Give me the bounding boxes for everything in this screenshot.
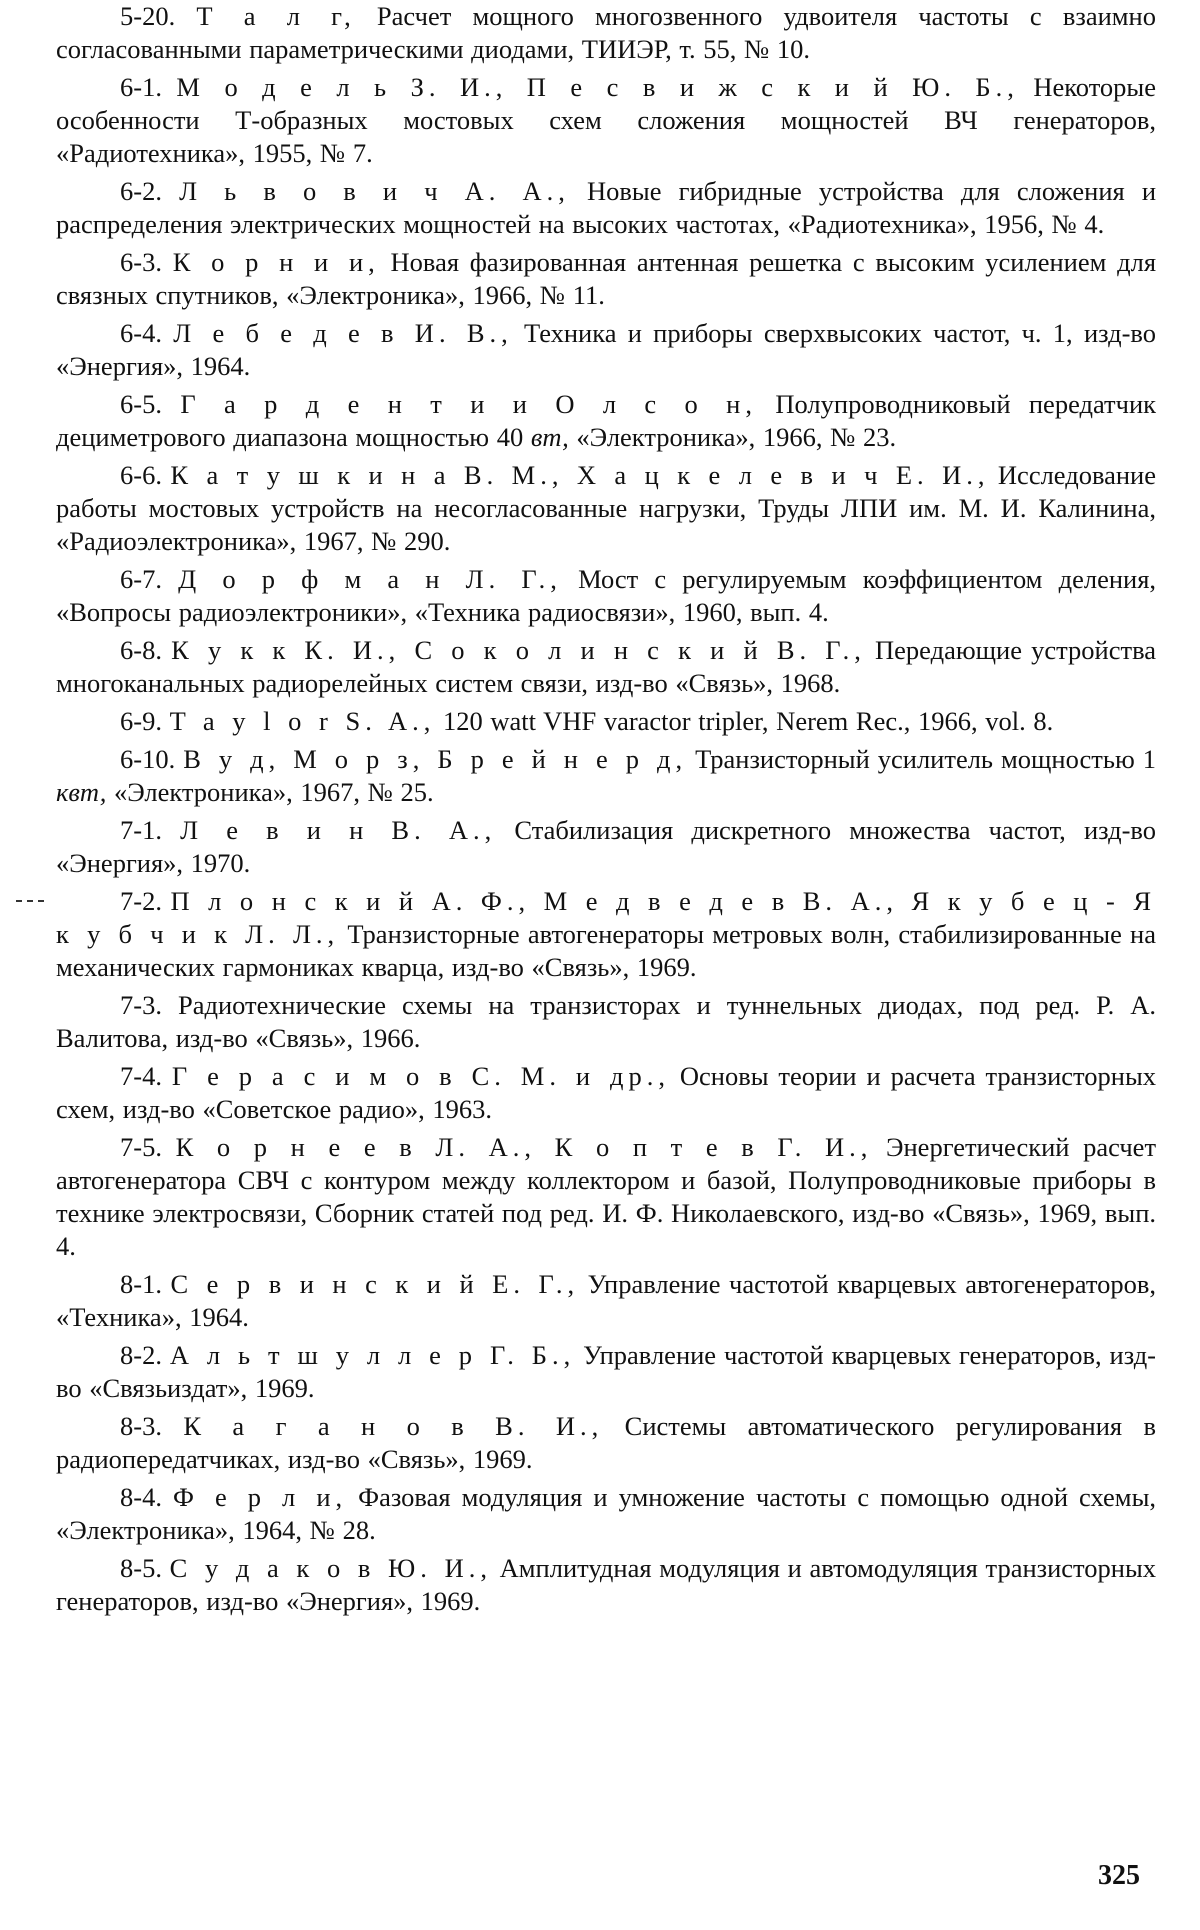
reference-text: Транзисторный усилитель мощностью 1 [695,744,1156,774]
reference-text: Некоторые особенности Т-образных мостовых схем сложения мощностей ВЧ генераторов, «Радиотехника», 1955, № 7. [56,72,1157,168]
reference-text: Системы автоматического регулирования в радиопередатчиках, изд-во «Связь», 1969. [56,1411,1157,1474]
reference-text: Передающие устройства многоканальных радиорелейных систем связи, изд-во «Связь», 1968. [56,635,1157,698]
reference-item [56,0,1156,66]
reference-author: Л е б е д е в И. В., [173,318,513,348]
reference-item [56,246,1156,312]
reference-text: Стабилизация дискретного множества частот, изд-во «Энергия», 1970. [56,815,1157,878]
reference-item [56,885,1156,984]
reference-author: Л е в и н В. А., [180,815,497,845]
reference-number: 5-20. [120,1,176,31]
reference-item [56,1060,1156,1126]
reference-item [56,563,1156,629]
reference-author: К о р н е е в Л. А., К о п т е в Г. И., [175,1132,873,1162]
reference-number: 8-3. [120,1411,162,1441]
reference-item [56,1410,1156,1476]
reference-item [56,71,1156,170]
reference-author: Г е р а с и м о в С. М. и др., [171,1061,670,1091]
reference-author: Г а р д е н т и и О л с о н, [180,389,757,419]
reference-number: 7-1. [120,815,162,845]
reference-author: С е р в и н с к и й Е. Г., [170,1269,580,1299]
reference-item [56,1481,1156,1547]
reference-text: Полупроводниковый передатчик дециметрового диапазона мощностью 40 [56,389,1157,452]
reference-author: Д о р ф м а н Л. Г., [178,564,562,594]
reference-text: Новые гибридные устройства для сложения и распределения электрических мощностей на высоких частотах, «Радиотехника», 1956, № 4. [56,176,1156,239]
reference-number: 6-8. [120,635,162,665]
reference-item [56,317,1156,383]
reference-author: К а г а н о в В. И., [183,1411,604,1441]
reference-text: Основы теории и расчета транзисторных схем, изд-во «Советское радио», 1963. [56,1061,1156,1124]
reference-item [56,1552,1156,1618]
reference-number: 6-2. [120,176,162,206]
page-body [56,0,1156,1623]
reference-item [56,814,1156,880]
reference-item [56,705,1156,738]
reference-number: 6-3. [120,247,162,277]
reference-author: П л о н с к и й А. Ф., М е д в е д е в В. А., Я к у б е ц - Я к у б ч и к Л. Л., [56,886,1157,949]
reference-unit: квт, [56,777,107,807]
reference-item [56,1339,1156,1405]
reference-author: В у д, М о р з, Б р е й н е р д, [183,744,688,774]
reference-text: Энергетический расчет автогенератора СВЧ с контуром между коллектором и базой, Полупроводниковые приборы в технике электросвязи, Сборник статей под ред. И. Ф. Николаевского, изд-во «Связь», 1969, вып. 4. [56,1132,1157,1261]
reference-number: 6-5. [120,389,162,419]
reference-number: 8-5. [120,1553,162,1583]
reference-author: С у д а к о в Ю. И., [169,1553,492,1583]
reference-text: Исследование работы мостовых устройств на несогласованные нагрузки, Труды ЛПИ им. М. И. Калинина, «Радиоэлектроника», 1967, № 290. [56,460,1157,556]
reference-text-continued: «Электроника», 1966, № 23. [576,422,897,452]
reference-number: 8-1. [120,1269,162,1299]
reference-item [56,634,1156,700]
reference-number: 7-3. [120,990,162,1020]
reference-text-continued: «Электроника», 1967, № 25. [113,777,434,807]
reference-item [56,1131,1156,1263]
reference-number: 6-1. [120,72,162,102]
reference-number: 7-4. [120,1061,162,1091]
reference-text: Мост с регулируемым коэффициентом деления, «Вопросы радиоэлектроники», «Техника радиосвязи», 1960, вып. 4. [56,564,1157,627]
reference-text: Фазовая модуляция и умножение частоты с помощью одной схемы, «Электроника», 1964, № 28. [56,1482,1157,1545]
reference-number: 8-2. [120,1340,162,1370]
reference-number: 7-2. [120,886,162,916]
reference-number: 6-9. [120,706,162,736]
reference-text: Управление частотой кварцевых автогенераторов, «Техника», 1964. [56,1269,1157,1332]
margin-dash-mark [16,900,44,902]
reference-number: 6-4. [120,318,162,348]
reference-author: Т а л г, [196,1,356,31]
reference-item [56,459,1156,558]
reference-text: Транзисторные автогенераторы метровых волн, стабилизированные на механических гармониках кварца, изд-во «Связь», 1969. [56,919,1157,982]
reference-text: Радиотехнические схемы на транзисторах и туннельных диодах, под ред. Р. А. Валитова, изд-во «Связь», 1966. [56,990,1156,1053]
reference-author: T a y l o r S. A., [169,706,436,736]
reference-author: К у к к К. И., С о к о л и н с к и й В. Г., [171,635,866,665]
reference-text: Расчет мощного многозвенного удвоителя частоты с взаимно согласованными параметрическими диодами, ТИИЭР, т. 55, № 10. [56,1,1156,64]
reference-text: 120 watt VHF varactor tripler, Nerem Rec., 1966, vol. 8. [443,706,1054,736]
reference-author: К а т у ш к и н а В. М., Х а ц к е л е в и ч Е. И., [170,460,990,490]
reference-list [56,0,1156,1618]
reference-text: Техника и приборы сверхвысоких частот, ч. 1, изд-во «Энергия», 1964. [56,318,1157,381]
reference-item [56,388,1156,454]
reference-text: Амплитудная модуляция и автомодуляция транзисторных генераторов, изд-во «Энергия», 1969. [56,1553,1157,1616]
reference-author: М о д е л ь З. И., П е с в и ж с к и й Ю. Б., [176,72,1019,102]
reference-number: 7-5. [120,1132,162,1162]
reference-unit: вт, [530,422,569,452]
reference-text: Управление частотой кварцевых генераторов, изд-во «Связьиздат», 1969. [56,1340,1157,1403]
reference-number: 6-6. [120,460,162,490]
reference-item [56,1268,1156,1334]
page-number: 325 [1098,1860,1140,1891]
reference-author: А л ь т ш у л л е р Г. Б., [169,1340,576,1370]
reference-author: Л ь в о в и ч А. А., [179,176,570,206]
reference-item [56,989,1156,1055]
reference-author: Ф е р л и, [173,1482,348,1512]
reference-number: 6-7. [120,564,162,594]
reference-item [56,175,1156,241]
reference-item [56,743,1156,809]
reference-author: К о р н и и, [172,247,380,277]
reference-number: 6-10. [120,744,176,774]
reference-text: Новая фазированная антенная решетка с высоким усилением для связных спутников, «Электроника», 1966, № 11. [56,247,1157,310]
reference-number: 8-4. [120,1482,162,1512]
